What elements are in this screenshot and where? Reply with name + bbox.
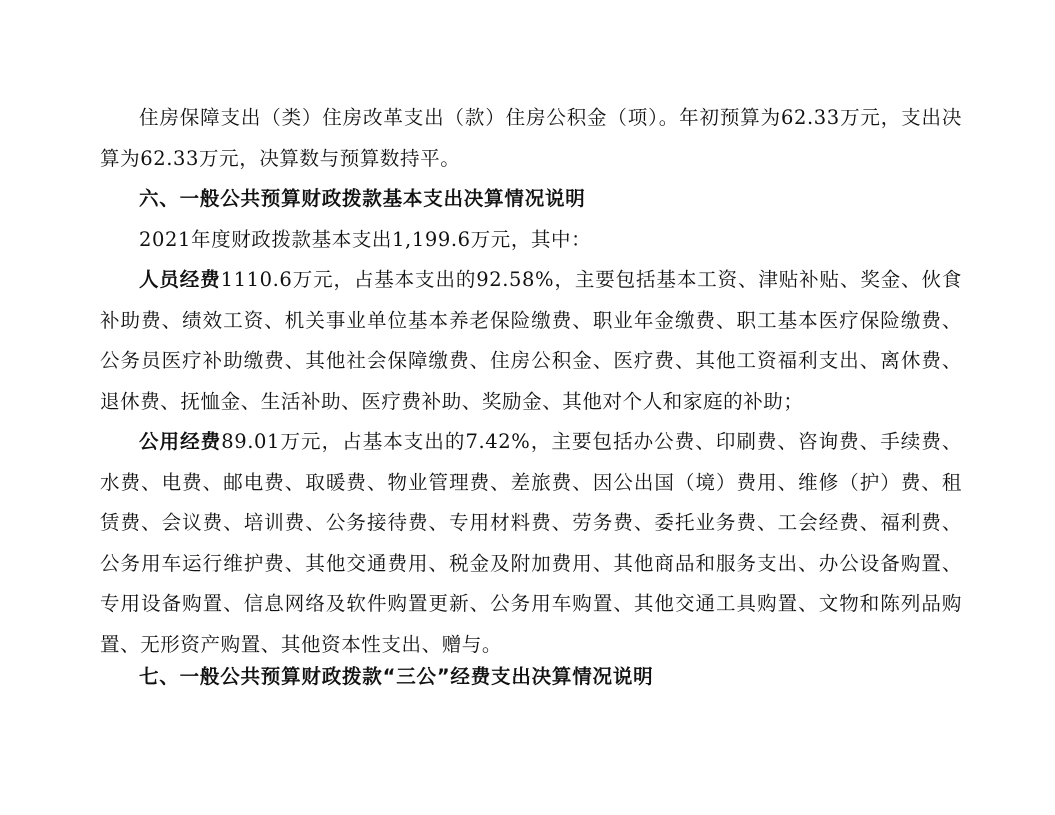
personnel-expenses-paragraph xyxy=(100,260,962,422)
basic-expenditure-summary: 2021年度财政拨款基本支出1,199.6万元，其中： xyxy=(139,228,592,251)
personnel-expenses-text: 1110.6万元，占基本支出的92.58%，主要包括基本工资、津贴补贴、奖金、伙食补助费、绩效工资、机关事业单位基本养老保险缴费、职业年金缴费、职工基本医疗保险缴费、公务员医疗补助缴费、其他社会保障缴费、住房公积金、医疗费、其他工资福利支出、离休费、退休费、抚恤金、生活补助、医疗费补助、奖励金、其他对个人和家庭的补助； xyxy=(100,268,963,413)
personnel-expenses-term: 人员经费 xyxy=(139,268,221,291)
section-six-heading: 六、一般公共预算财政拨款基本支出决算情况说明 xyxy=(139,187,586,210)
section-seven-heading: 七、一般公共预算财政拨款“三公”经费支出决算情况说明 xyxy=(139,665,654,688)
public-expenses-term: 公用经费 xyxy=(139,430,222,453)
public-expenses-paragraph xyxy=(100,422,962,665)
housing-expenditure-paragraph: 住房保障支出（类）住房改革支出（款）住房公积金（项）。年初预算为62.33万元，支出决算为62.33万元，决算数与预算数持平。 xyxy=(100,106,962,170)
public-expenses-text: 89.01万元，占基本支出的7.42%，主要包括办公费、印刷费、咨询费、手续费、水费、电费、邮电费、取暖费、物业管理费、差旅费、因公出国（境）费用、维修（护）费、租赁费、会议费、培训费、公务接待费、专用材料费、劳务费、委托业务费、工会经费、福利费、公务用车运行维护费、其他交通费用、税金及附加费用、其他商品和服务支出、办公设备购置、专用设备购置、信息网络及软件购置更新、公务用车购置、其他交通工具购置、文物和陈列品购置、无形资产购置、其他资本性支出、赠与。 xyxy=(100,430,962,656)
